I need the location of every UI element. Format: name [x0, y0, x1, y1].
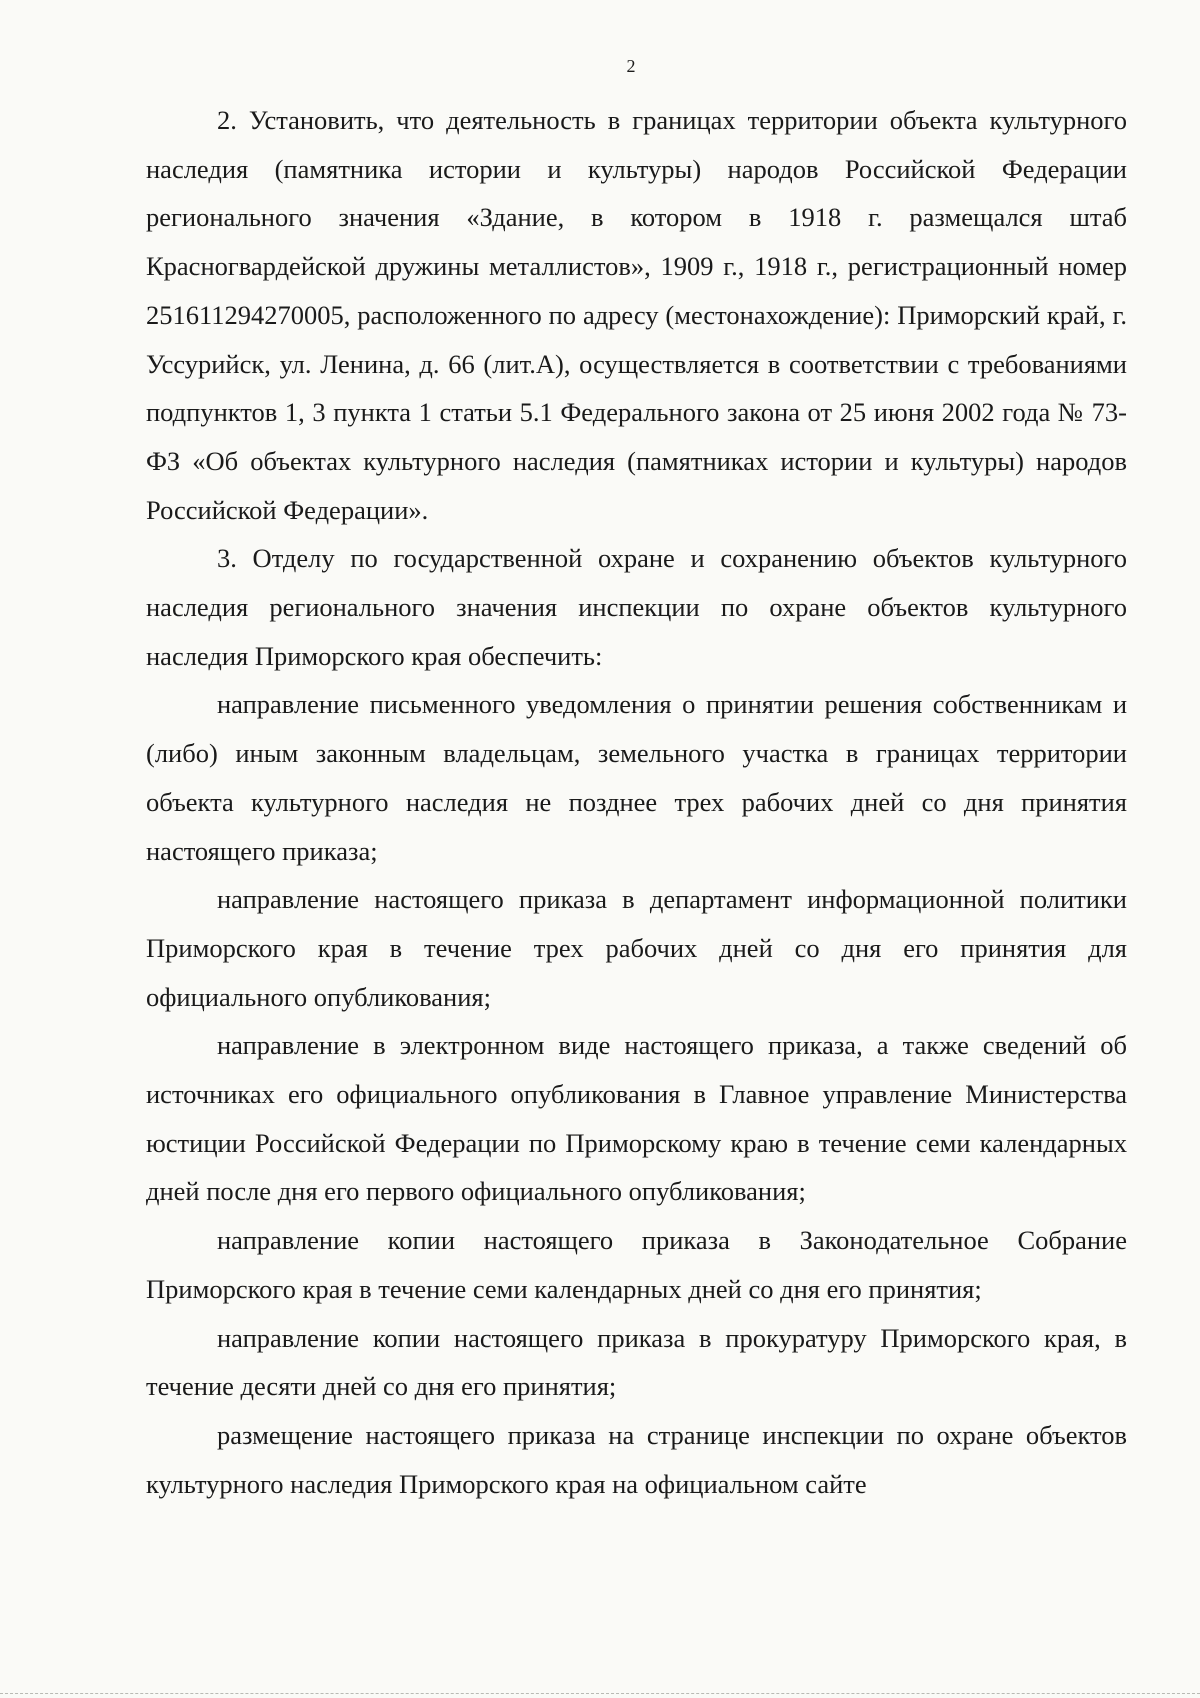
- page-bottom-edge: [0, 1693, 1200, 1695]
- document-body: [146, 96, 1127, 1508]
- paragraph-notification: направление письменного уведомления о принятии решения собственникам и (либо) иным законным владельцам, земельного участка в границах территории объекта культурного наследия не позднее трех рабочих дней со дня принятия настоящего приказа;: [146, 689, 1127, 866]
- paragraph-ministry-justice: направление в электронном виде настоящего приказа, а также сведений об источниках его официального опубликования в Главное управление Министерства юстиции Российской Федерации по Приморскому краю в течение семи календарных дней после дня его первого официального опубликования;: [146, 1030, 1127, 1207]
- paragraph-prosecutor: направление копии настоящего приказа в прокуратуру Приморского края, в течение десяти дней со дня его принятия;: [146, 1322, 1127, 1402]
- page-number: 2: [626, 56, 636, 76]
- paragraph-legislative-assembly: направление копии настоящего приказа в Законодательное Собрание Приморского края в течение семи календарных дней со дня его принятия;: [146, 1225, 1127, 1304]
- paragraph-website: размещение настоящего приказа на странице инспекции по охране объектов культурного наследия Приморского края на официальном сайте: [146, 1419, 1127, 1499]
- paragraph-information-policy: направление настоящего приказа в департамент информационной политики Приморского края в течение трех рабочих дней со дня его принятия для официального опубликования;: [146, 884, 1127, 1012]
- paragraph-item-3: 3. Отделу по государственной охране и сохранению объектов культурного наследия регионального значения инспекции по охране объектов культурного наследия Приморского края обеспечить:: [146, 543, 1127, 671]
- paragraph-item-2: 2. Установить, что деятельность в границах территории объекта культурного наследия (памятника истории и культуры) народов Российской Федерации регионального значения «Здание, в котором в 1918 г. размещался штаб Красногвардейской дружины металлистов», 1909 г., 1918 г., регистрационный номер 251611294270005, расположенного по адресу (местонахождение): Приморский край, г. Уссурийск, ул. Ленина, д. 66 (лит.А), осуществляется в соответствии с требованиями подпунктов 1, 3 пункта 1 статьи 5.1 Федерального закона от 25 июня 2002 года № 73-ФЗ «Об объектах культурного наследия (памятниках истории и культуры) народов Российской Федерации».: [146, 105, 1127, 525]
